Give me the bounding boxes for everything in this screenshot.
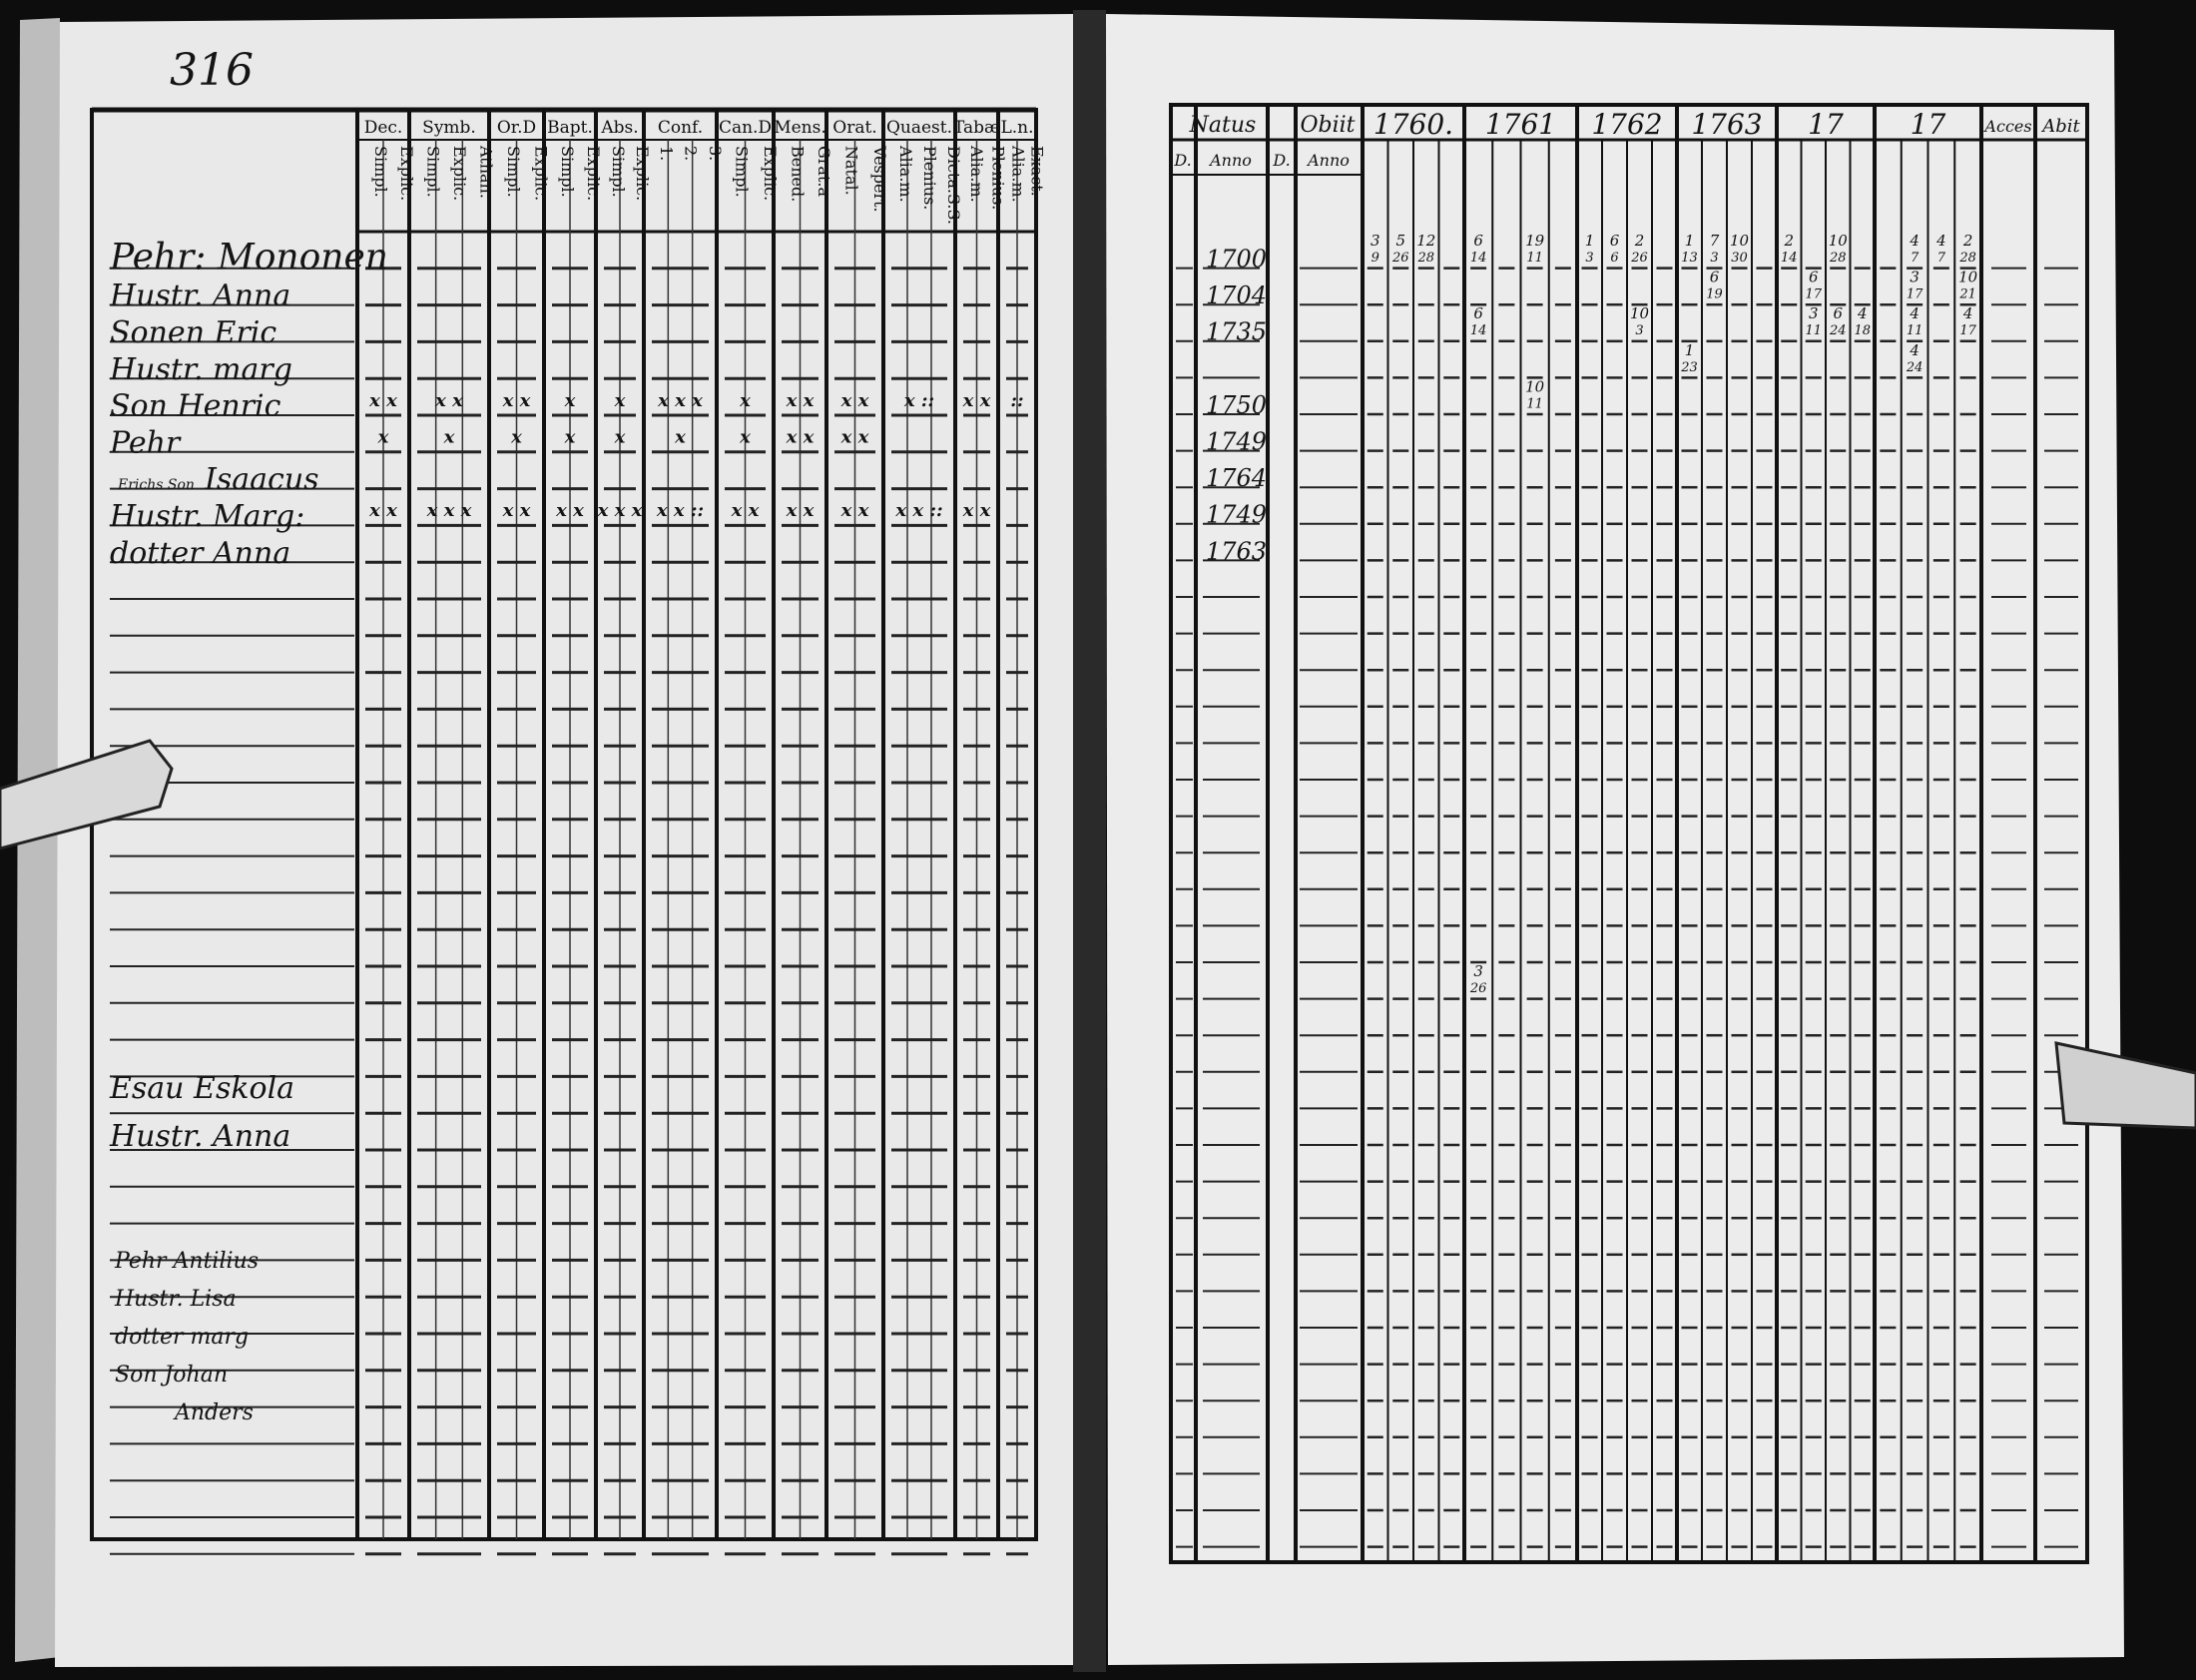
col-header-top: Can.D xyxy=(718,118,773,138)
col-header-sub: Exact. xyxy=(1027,146,1047,197)
mark: x x xyxy=(556,500,584,522)
mark: x x xyxy=(840,500,869,522)
date-mark: 7 xyxy=(1936,251,1946,266)
mark: x x xyxy=(962,500,991,522)
col-header-sub: Plenius. xyxy=(988,146,1008,211)
date-mark: 17 xyxy=(1906,286,1923,302)
date-mark: 26 xyxy=(1631,251,1648,266)
date-mark: 11 xyxy=(1805,323,1823,339)
date-mark: 19 xyxy=(1525,232,1545,250)
date-mark: 14 xyxy=(1469,251,1487,266)
birth-year: 1750 xyxy=(1206,390,1268,419)
date-mark: 11 xyxy=(1906,323,1923,339)
mark: x x xyxy=(786,426,815,448)
person-name: Esau Eskola xyxy=(110,1071,295,1106)
date-mark: 28 xyxy=(1417,251,1435,266)
date-mark: 3 xyxy=(1635,323,1644,339)
mark: x x xyxy=(962,389,991,411)
mark: x x x xyxy=(597,500,643,522)
date-mark: 7 xyxy=(1709,232,1720,250)
birth-year: 1749 xyxy=(1206,500,1268,529)
date-mark: 14 xyxy=(1780,251,1798,266)
header-sub: D. xyxy=(1174,151,1192,170)
date-mark: 10 xyxy=(1525,377,1545,396)
birth-year: 1704 xyxy=(1206,281,1268,310)
date-mark: 13 xyxy=(1681,251,1698,266)
date-mark: 3 xyxy=(1710,251,1719,266)
col-header-top: Abs. xyxy=(601,118,639,138)
col-header-sub: Alia.m. xyxy=(896,146,915,203)
date-mark: 6 xyxy=(1609,232,1620,250)
col-header-top: Quaest. xyxy=(885,118,953,138)
date-mark: 4 xyxy=(1910,232,1920,250)
col-header-sub: Explic. xyxy=(760,146,780,202)
col-header-sub: Simpl. xyxy=(558,146,577,198)
birth-year: 1700 xyxy=(1206,245,1268,274)
mark: x x x xyxy=(658,389,703,411)
year-header: 1761 xyxy=(1484,108,1557,141)
col-header-top: Orat. xyxy=(832,118,877,138)
col-header-sub: Athan. xyxy=(476,146,496,199)
date-mark: 10 xyxy=(1629,304,1650,323)
date-mark: 4 xyxy=(1936,232,1946,250)
date-mark: 10 xyxy=(1958,268,1978,286)
date-mark: 28 xyxy=(1829,251,1847,266)
header-sub: D. xyxy=(1273,151,1291,170)
date-mark: 14 xyxy=(1469,323,1487,339)
mark: x x xyxy=(786,389,815,411)
date-mark: 17 xyxy=(1959,323,1976,339)
mark: x x xyxy=(840,426,869,448)
person-name: Anders xyxy=(175,1400,254,1425)
col-header-sub: Simpl. xyxy=(371,146,390,198)
col-header-sub: Explic. xyxy=(584,146,603,202)
header-obiit: Obiit xyxy=(1300,113,1356,138)
mark: x xyxy=(443,426,455,448)
col-header-sub: Explic. xyxy=(633,146,652,202)
birth-year: 1764 xyxy=(1206,464,1268,493)
person-name: Son Johan xyxy=(115,1363,228,1388)
date-mark: 1 xyxy=(1684,340,1695,359)
col-header-sub: 1. xyxy=(657,146,677,162)
date-mark: 6 xyxy=(1473,304,1483,323)
col-header-sub: Vespert. xyxy=(869,146,889,213)
date-mark: 18 xyxy=(1854,323,1872,339)
date-mark: 1 xyxy=(1584,232,1595,250)
mark: x x xyxy=(786,500,815,522)
col-header-top: Dec. xyxy=(363,118,403,138)
mark: x xyxy=(564,389,576,411)
date-mark: 11 xyxy=(1526,251,1543,266)
date-mark: 6 xyxy=(1473,232,1483,250)
date-mark: 21 xyxy=(1959,286,1976,302)
mark: x xyxy=(614,389,626,411)
col-header-top: Bapt. xyxy=(547,118,593,138)
person-name: Hustr. Anna xyxy=(110,1119,291,1154)
date-mark: 3 xyxy=(1585,251,1594,266)
date-mark: 30 xyxy=(1731,251,1748,266)
col-header-sub: Explic. xyxy=(450,146,469,202)
mark: x :: xyxy=(903,389,935,411)
date-mark: 11 xyxy=(1526,396,1543,412)
person-name: Pehr Antilius xyxy=(115,1249,259,1274)
col-header-sub: Simpl. xyxy=(423,146,443,198)
year-header: 17 xyxy=(1910,108,1946,141)
header-sub: Anno xyxy=(1308,151,1350,170)
date-mark: 2 xyxy=(1634,232,1645,250)
col-header-sub: Plenius. xyxy=(920,146,939,211)
col-header-sub: Alia.m. xyxy=(966,146,986,203)
date-mark: 5 xyxy=(1395,232,1406,250)
mark: x xyxy=(377,426,389,448)
mark: :: xyxy=(1010,389,1024,411)
person-name: Isaacus xyxy=(205,462,319,498)
col-header-sub: Simpl. xyxy=(732,146,752,198)
mark: x xyxy=(564,426,576,448)
person-name: Pehr xyxy=(110,425,181,461)
mark: x xyxy=(614,426,626,448)
col-header-sub: Alia.m. xyxy=(1008,146,1028,203)
birth-years xyxy=(1206,245,1267,565)
date-mark: 6 xyxy=(1709,268,1720,286)
date-mark: 1 xyxy=(1684,232,1695,250)
col-header-sub: Grat.a xyxy=(814,146,833,198)
header-natus: Natus xyxy=(1189,113,1257,138)
mark: x x xyxy=(502,389,531,411)
col-header-top: Or.D xyxy=(496,118,537,138)
person-name: Pehr: Mononen xyxy=(110,237,388,279)
date-mark: 10 xyxy=(1729,232,1750,250)
mark: x x xyxy=(435,389,463,411)
date-mark: 7 xyxy=(1910,251,1920,266)
date-mark: 3 xyxy=(1808,304,1819,323)
date-mark: 26 xyxy=(1469,981,1487,996)
name-prefix: Erichs Son xyxy=(118,477,195,494)
date-mark: 23 xyxy=(1681,359,1698,375)
date-mark: 17 xyxy=(1805,286,1823,302)
header-accessit: Acces xyxy=(1984,117,2032,136)
header-sub: Anno xyxy=(1210,151,1252,170)
mark: x x xyxy=(731,500,760,522)
date-mark: 3 xyxy=(1473,962,1483,980)
col-header-top: Conf. xyxy=(657,118,704,138)
col-header-sub: Explic. xyxy=(397,146,416,202)
mark: x xyxy=(675,426,686,448)
date-mark: 12 xyxy=(1416,232,1436,250)
col-header-top: L.n. xyxy=(1000,118,1034,138)
birth-year: 1735 xyxy=(1206,317,1268,346)
date-mark: 3 xyxy=(1370,232,1380,250)
year-header: 1762 xyxy=(1591,108,1663,141)
person-name: Sonen Eric xyxy=(110,315,277,351)
date-mark: 4 xyxy=(1962,304,1973,323)
date-mark: 4 xyxy=(1857,304,1868,323)
mark: x xyxy=(740,389,751,411)
col-header-sub: 2. xyxy=(681,146,701,162)
mark: x xyxy=(740,426,751,448)
date-mark: 24 xyxy=(1906,359,1923,375)
date-mark: 2 xyxy=(1962,232,1973,250)
person-name: Hustr. Marg: xyxy=(110,499,305,535)
date-mark: 28 xyxy=(1959,251,1976,266)
date-mark: 4 xyxy=(1910,340,1920,359)
date-mark: 2 xyxy=(1784,232,1795,250)
col-header-top: Mens. xyxy=(774,118,826,138)
mark: x x :: xyxy=(656,500,705,522)
header-abiit: Abit xyxy=(2042,116,2080,137)
date-mark: 6 xyxy=(1833,304,1844,323)
mark: x x x xyxy=(426,500,472,522)
mark: x x :: xyxy=(895,500,943,522)
birth-year: 1749 xyxy=(1206,427,1268,456)
mark: x x xyxy=(369,500,397,522)
date-mark: 6 xyxy=(1610,251,1619,266)
mark: x x xyxy=(502,500,531,522)
date-mark: 19 xyxy=(1706,286,1723,302)
year-header: 1760. xyxy=(1372,108,1454,141)
person-name: Hustr. Lisa xyxy=(115,1287,237,1312)
date-mark: 4 xyxy=(1910,304,1920,323)
person-name: dotter marg xyxy=(115,1325,250,1350)
mark: x xyxy=(511,426,522,448)
date-mark: 10 xyxy=(1828,232,1848,250)
date-mark: 3 xyxy=(1910,268,1920,286)
col-header-sub: Natal. xyxy=(841,146,861,196)
mark: x x xyxy=(369,389,397,411)
date-mark: 6 xyxy=(1808,268,1819,286)
col-header-sub: Explic. xyxy=(531,146,551,202)
person-name: Hustr. Anna xyxy=(110,279,291,314)
col-header-sub: Dicta.S.S. xyxy=(944,146,963,225)
mark: x x xyxy=(840,389,869,411)
col-header-top: Symb. xyxy=(422,118,476,138)
person-name: Hustr. marg xyxy=(110,351,292,387)
year-header: 1763 xyxy=(1691,108,1763,141)
person-name: Son Henric xyxy=(110,388,281,424)
person-name: dotter Anna xyxy=(110,535,291,571)
col-header-sub: 3. xyxy=(705,146,725,162)
col-header-sub: Simpl. xyxy=(609,146,628,198)
date-mark: 24 xyxy=(1829,323,1847,339)
date-mark: 26 xyxy=(1391,251,1409,266)
page-number: 316 xyxy=(170,45,254,96)
date-mark: 9 xyxy=(1371,251,1379,266)
col-header-sub: Bened. xyxy=(788,146,808,203)
birth-year: 1763 xyxy=(1206,537,1268,566)
year-header: 17 xyxy=(1808,108,1844,141)
col-header-top: Tabæ xyxy=(952,118,1001,138)
col-header-sub: Simpl. xyxy=(503,146,523,198)
